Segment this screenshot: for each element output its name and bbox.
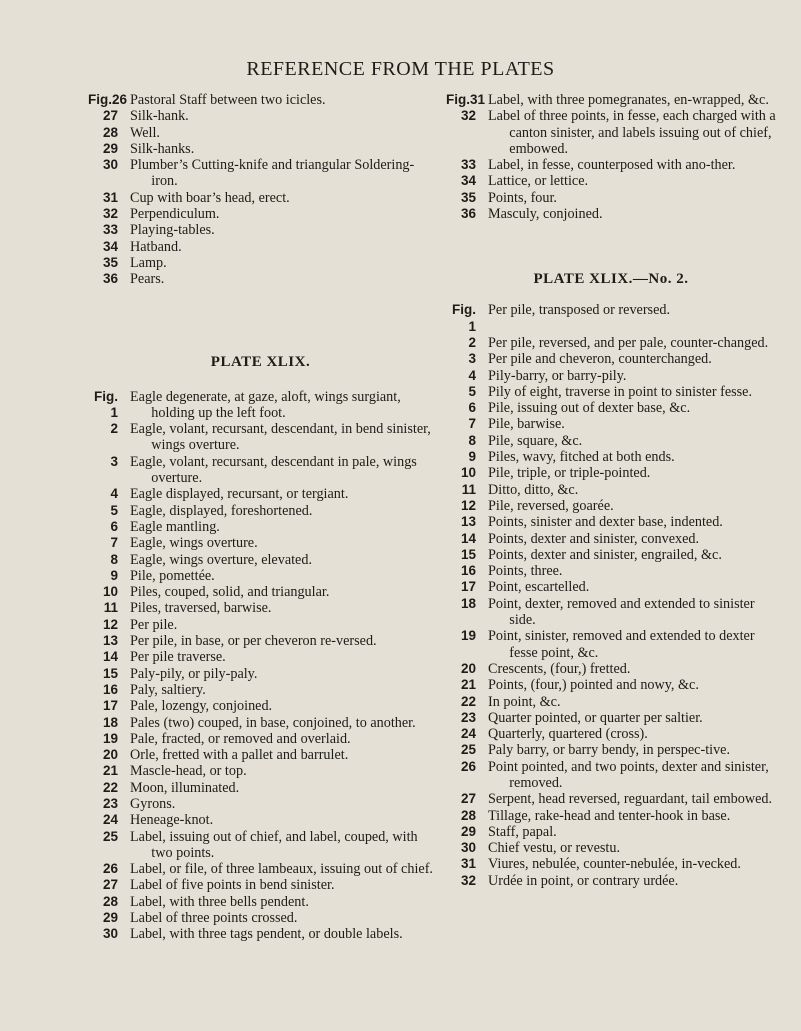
- figure-entry: [88, 926, 433, 942]
- figure-entry: [88, 503, 433, 519]
- figure-description: Serpent, head reversed, reguardant, tail embowed.: [488, 791, 773, 808]
- figure-entry: [446, 628, 776, 661]
- figure-number: 20: [102, 747, 118, 763]
- figure-description: Label, with three tags pendent, or double labels.: [130, 926, 403, 943]
- figure-description: Piles, traversed, barwise.: [130, 600, 272, 617]
- figure-entry: [88, 649, 433, 665]
- figure-entry: [88, 715, 433, 731]
- figure-description: Pily-barry, or barry-pily.: [488, 367, 627, 384]
- figure-number: 15: [460, 546, 476, 562]
- figure-entry: [88, 780, 433, 796]
- figure-number: 11: [461, 481, 476, 497]
- figure-entry: [88, 108, 433, 124]
- figure-number: 12: [460, 497, 476, 513]
- figure-entry: [88, 271, 433, 287]
- figure-number: 16: [102, 681, 118, 697]
- figure-description: Piles, wavy, fitched at both ends.: [488, 449, 675, 466]
- figure-number: 30: [102, 926, 118, 942]
- figure-number: 18: [460, 595, 476, 611]
- figure-description: Pastoral Staff between two icicles.: [130, 92, 326, 108]
- figure-number: 10: [460, 465, 476, 481]
- figure-number: 25: [460, 742, 476, 758]
- figure-description: Perpendiculum.: [130, 206, 220, 223]
- figure-description: Points, three.: [488, 563, 563, 580]
- figure-description: Eagle displayed, recursant, or tergiant.: [130, 486, 349, 503]
- figure-entry: [446, 173, 776, 189]
- figure-number: 7: [110, 535, 118, 551]
- figure-number: 10: [102, 584, 118, 600]
- figure-description: Moon, illuminated.: [130, 779, 240, 796]
- figure-entry: [88, 568, 433, 584]
- figure-description: Masculy, conjoined.: [488, 206, 603, 223]
- plate-xlix-2-list: [446, 302, 776, 889]
- figure-number: 32: [460, 108, 476, 124]
- figure-description: In point, &c.: [488, 693, 561, 710]
- figure-number: 22: [460, 693, 476, 709]
- figure-entry: [88, 125, 433, 141]
- figure-entry: [446, 433, 776, 449]
- figure-number: 19: [102, 730, 118, 746]
- left-column: [88, 92, 433, 943]
- figure-description: Paly-pily, or pily-paly.: [130, 665, 258, 682]
- plate-xlix-heading: PLATE XLIX.: [210, 353, 311, 370]
- figure-description: Orle, fretted with a pallet and barrulet.: [130, 747, 349, 764]
- page-title: REFERENCE FROM THE PLATES: [246, 58, 555, 80]
- figure-entry: [88, 682, 433, 698]
- figure-entry: [88, 796, 433, 812]
- figure-number: 24: [102, 812, 118, 828]
- figure-number: 30: [102, 157, 118, 173]
- figure-number: 23: [102, 795, 118, 811]
- figure-description: Label, with three pomegranates, en-wrapped, &c.: [488, 92, 769, 108]
- figure-description: Per pile, in base, or per cheveron re-versed.: [130, 633, 377, 650]
- figure-description: Chief vestu, or revestu.: [488, 840, 620, 857]
- figure-number: 5: [110, 502, 118, 518]
- figure-number: 34: [102, 238, 118, 254]
- figure-entry: [446, 873, 776, 889]
- figure-number: 32: [102, 206, 118, 222]
- figure-description: Quarter pointed, or quarter per saltier.: [488, 709, 703, 726]
- figure-number: 26: [460, 758, 476, 774]
- figure-number: 8: [468, 432, 476, 448]
- figure-entry: [446, 400, 776, 416]
- figure-entry: [446, 498, 776, 514]
- figure-description: Pily of eight, traverse in point to sinister fesse.: [488, 383, 752, 400]
- figure-description: Crescents, (four,) fretted.: [488, 660, 631, 677]
- figure-number: 4: [468, 367, 476, 383]
- figure-entry: [88, 747, 433, 763]
- figure-number: 17: [102, 698, 118, 714]
- figure-entry: [446, 206, 776, 222]
- figure-number: 29: [102, 910, 118, 926]
- figure-number: 13: [460, 514, 476, 530]
- figure-entry: [446, 92, 776, 108]
- figure-entry: [88, 535, 433, 551]
- figure-description: Per pile traverse.: [130, 649, 226, 666]
- figure-number: 24: [460, 726, 476, 742]
- figure-entry: [88, 206, 433, 222]
- figure-entry: [446, 759, 776, 792]
- figure-description: Points, four.: [488, 189, 557, 206]
- figure-description: Pears.: [130, 271, 165, 288]
- figure-description: Label of three points crossed.: [130, 910, 298, 927]
- figure-number: 36: [460, 206, 476, 222]
- figure-entry: [446, 384, 776, 400]
- figure-entry: [88, 600, 433, 616]
- figure-number: 13: [102, 633, 118, 649]
- figure-entry: [446, 108, 776, 157]
- figure-number: 14: [460, 530, 476, 546]
- figure-entry: [88, 519, 433, 535]
- figure-entry: [88, 486, 433, 502]
- figure-description: Per pile, reversed, and per pale, counter-changed.: [488, 334, 769, 351]
- figure-number: 33: [460, 157, 476, 173]
- figure-description: Points, (four,) pointed and nowy, &c.: [488, 677, 699, 694]
- figure-entry: [446, 563, 776, 579]
- figure-number: 17: [460, 579, 476, 595]
- figure-entry: [446, 465, 776, 481]
- figure-number: Fig.26: [88, 92, 128, 107]
- figure-entry: [446, 302, 776, 335]
- figure-entry: [446, 694, 776, 710]
- figure-description: Pile, square, &c.: [488, 432, 583, 449]
- figure-entry: [446, 351, 776, 367]
- figure-entry: [446, 726, 776, 742]
- figure-entry: [446, 791, 776, 807]
- figure-description: Paly barry, or barry bendy, in perspec-tive.: [488, 742, 731, 759]
- figure-entry: [446, 808, 776, 824]
- figure-entry: [88, 633, 433, 649]
- figure-number: 15: [102, 665, 118, 681]
- figure-entry: [88, 584, 433, 600]
- figure-description: Per pile and cheveron, counterchanged.: [488, 351, 712, 368]
- figure-description: Gyrons.: [130, 795, 176, 812]
- figure-number: 5: [468, 383, 476, 399]
- plate-xlix-2-heading: PLATE XLIX.—No. 2.: [533, 271, 689, 288]
- figure-number: 34: [460, 173, 476, 189]
- figure-description: Viures, nebulée, counter-nebulée, in-vecked.: [488, 856, 741, 873]
- figure-description: Heneage-knot.: [130, 812, 214, 829]
- figure-description: Plumber’s Cutting-knife and triangular Soldering-iron.: [130, 157, 415, 190]
- figure-number: 6: [110, 518, 118, 534]
- figure-description: Eagle, volant, recursant, descendant in pale, wings overture.: [130, 453, 417, 487]
- figure-entry: [88, 861, 433, 877]
- figure-entry: [446, 824, 776, 840]
- figure-number: 35: [102, 254, 118, 270]
- figure-number: 28: [460, 807, 476, 823]
- figure-description: Per pile, transposed or reversed.: [488, 302, 671, 319]
- figure-entry: [88, 255, 433, 271]
- figure-description: Eagle degenerate, at gaze, aloft, wings surgiant, holding up the left foot.: [130, 388, 401, 421]
- figure-number: 12: [102, 616, 118, 632]
- figure-description: Pile, pomettée.: [130, 567, 215, 584]
- figure-number: 32: [460, 872, 476, 888]
- figure-description: Pale, lozengy, conjoined.: [130, 698, 273, 715]
- figure-entry: [446, 531, 776, 547]
- figure-entry: [446, 368, 776, 384]
- figure-description: Label, with three bells pendent.: [130, 893, 309, 910]
- figure-number: 29: [460, 823, 476, 839]
- figure-number: Fig.31: [446, 92, 486, 107]
- figure-entry: [88, 829, 433, 862]
- figure-entry: [88, 92, 433, 108]
- figure-description: Pale, fracted, or removed and overlaid.: [130, 730, 351, 747]
- figure-number: 6: [468, 400, 476, 416]
- figure-description: Well.: [130, 124, 160, 141]
- figure-entry: [88, 141, 433, 157]
- figure-number: 27: [460, 791, 476, 807]
- figure-number: 29: [102, 140, 118, 156]
- figure-number: Fig. 1: [452, 302, 476, 334]
- figure-entry: [88, 910, 433, 926]
- figure-description: Quarterly, quartered (cross).: [488, 726, 648, 743]
- figure-description: Label of three points, in fesse, each charged with a canton sinister, and labels issuing out of chief, embowed.: [488, 108, 776, 157]
- figure-entry: [88, 454, 433, 487]
- figure-number: 9: [468, 449, 476, 465]
- figure-entry: [88, 731, 433, 747]
- figure-number: 27: [102, 108, 118, 124]
- figure-description: Points, sinister and dexter base, indented.: [488, 514, 723, 531]
- figure-entry: [88, 763, 433, 779]
- figure-entry: [88, 698, 433, 714]
- figure-entry: [446, 710, 776, 726]
- figure-number: 26: [102, 861, 118, 877]
- figure-entry: [446, 416, 776, 432]
- figure-description: Urdée in point, or contrary urdée.: [488, 872, 679, 889]
- figure-description: Lattice, or lettice.: [488, 173, 589, 190]
- figure-description: Pile, issuing out of dexter base, &c.: [488, 400, 691, 417]
- figure-description: Silk-hanks.: [130, 140, 195, 157]
- figure-entry: [446, 547, 776, 563]
- figure-entry: [446, 856, 776, 872]
- figure-number: 7: [468, 416, 476, 432]
- figure-entry: [446, 579, 776, 595]
- figure-number: 9: [110, 567, 118, 583]
- figure-description: Per pile.: [130, 616, 178, 633]
- figure-entry: [88, 617, 433, 633]
- figure-number: 21: [460, 677, 476, 693]
- figure-entry: [446, 157, 776, 173]
- figure-entry: [88, 666, 433, 682]
- figure-entry: [88, 421, 433, 454]
- figure-entry: [88, 157, 433, 190]
- figure-description: Label, issuing out of chief, and label, couped, with two points.: [130, 828, 418, 861]
- figure-description: Playing-tables.: [130, 222, 215, 239]
- figure-entry: [88, 389, 433, 422]
- figure-number: 19: [460, 628, 476, 644]
- figure-description: Pile, reversed, goarée.: [488, 497, 614, 514]
- figure-description: Lamp.: [130, 254, 167, 271]
- figure-number: 23: [460, 709, 476, 725]
- figure-number: 16: [460, 563, 476, 579]
- figure-entry: [88, 812, 433, 828]
- figure-number: 25: [102, 828, 118, 844]
- figure-number: 28: [102, 124, 118, 140]
- figure-entry: [446, 596, 776, 629]
- figure-number: 18: [102, 714, 118, 730]
- figure-number: 28: [102, 893, 118, 909]
- figure-number: 8: [110, 551, 118, 567]
- figure-description: Cup with boar’s head, erect.: [130, 189, 290, 206]
- figure-number: 2: [468, 334, 476, 350]
- figure-description: Points, dexter and sinister, engrailed, &c.: [488, 546, 722, 563]
- plate-xlix-list: [88, 389, 433, 943]
- figure-description: Label, or file, of three lambeaux, issuing out of chief.: [130, 861, 433, 878]
- figure-description: Point, sinister, removed and extended to dexter fesse point, &c.: [488, 628, 755, 661]
- figure-entry: [88, 552, 433, 568]
- figure-entry: [88, 190, 433, 206]
- figure-description: Eagle mantling.: [130, 518, 220, 535]
- figure-number: 33: [102, 222, 118, 238]
- figure-description: Pile, barwise.: [488, 416, 565, 433]
- figure-description: Pales (two) couped, in base, conjoined, to another.: [130, 714, 416, 731]
- figure-entry: [88, 239, 433, 255]
- figure-description: Silk-hank.: [130, 108, 189, 125]
- figure-number: 21: [102, 763, 118, 779]
- figure-number: 14: [102, 649, 118, 665]
- figure-description: Eagle, volant, recursant, descendant, in bend sinister, wings overture.: [130, 421, 431, 454]
- figure-description: Point, dexter, removed and extended to sinister side.: [488, 595, 755, 629]
- right-top-list: [446, 92, 776, 222]
- figure-number: 31: [102, 189, 118, 205]
- figure-entry: [446, 335, 776, 351]
- figure-description: Mascle-head, or top.: [130, 763, 247, 780]
- figure-description: Eagle, wings overture.: [130, 535, 258, 552]
- figure-number: 2: [110, 421, 118, 437]
- figure-description: Point, escartelled.: [488, 579, 590, 596]
- figure-number: 35: [460, 189, 476, 205]
- figure-number: 3: [110, 453, 118, 469]
- figure-number: 27: [102, 877, 118, 893]
- figure-number: 3: [468, 351, 476, 367]
- figure-description: Tillage, rake-head and tenter-hook in base.: [488, 807, 731, 824]
- figure-entry: [446, 677, 776, 693]
- figure-entry: [88, 222, 433, 238]
- figure-entry: [446, 514, 776, 530]
- figure-description: Paly, saltiery.: [130, 681, 206, 698]
- figure-entry: [446, 840, 776, 856]
- figure-description: Hatband.: [130, 238, 182, 255]
- figure-number: 20: [460, 660, 476, 676]
- figure-number: 31: [460, 856, 476, 872]
- figure-description: Point pointed, and two points, dexter and sinister, removed.: [488, 758, 769, 791]
- figure-number: 36: [102, 271, 118, 287]
- figure-entry: [446, 742, 776, 758]
- figure-entry: [88, 894, 433, 910]
- figure-description: Ditto, ditto, &c.: [488, 481, 579, 498]
- figure-description: Pile, triple, or triple-pointed.: [488, 465, 651, 482]
- figure-description: Staff, papal.: [488, 823, 557, 840]
- figure-description: Points, dexter and sinister, convexed.: [488, 530, 700, 547]
- figure-entry: [446, 661, 776, 677]
- figure-number: 30: [460, 840, 476, 856]
- figure-number: 11: [103, 600, 118, 616]
- left-top-list: [88, 92, 433, 288]
- figure-number: Fig. 1: [94, 388, 118, 420]
- figure-description: Eagle, displayed, foreshortened.: [130, 502, 313, 519]
- figure-description: Eagle, wings overture, elevated.: [130, 551, 312, 568]
- figure-description: Piles, couped, solid, and triangular.: [130, 584, 330, 601]
- figure-number: 22: [102, 779, 118, 795]
- figure-number: 4: [110, 486, 118, 502]
- figure-entry: [446, 190, 776, 206]
- figure-entry: [446, 482, 776, 498]
- figure-description: Label of five points in bend sinister.: [130, 877, 335, 894]
- figure-entry: [446, 449, 776, 465]
- right-column: [446, 92, 776, 889]
- figure-description: Label, in fesse, counterposed with ano-ther.: [488, 157, 736, 174]
- figure-entry: [88, 877, 433, 893]
